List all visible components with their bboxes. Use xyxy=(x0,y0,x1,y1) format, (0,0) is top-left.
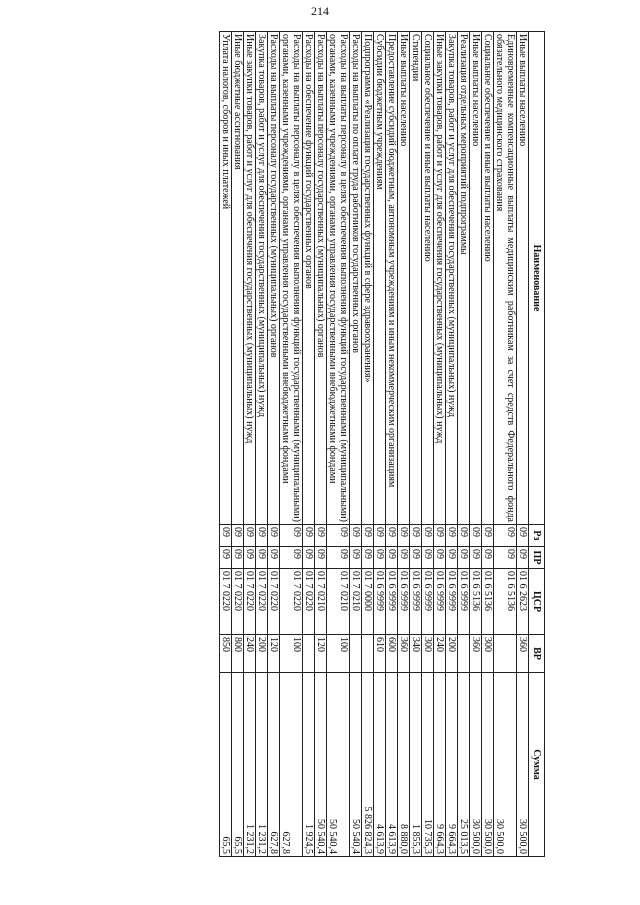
table-row xyxy=(280,32,303,857)
row-name-cell: Расходы на выплаты персоналу государственных (муниципальных) органов xyxy=(268,32,280,525)
row-csr-cell: 01 7 0220 xyxy=(303,569,315,635)
row-csr-cell: 01 7 0220 xyxy=(256,569,268,635)
row-csr-cell: 01 6 5136 xyxy=(494,569,517,635)
header-csr: ЦСР xyxy=(529,569,545,635)
row-vr-cell: 360 xyxy=(470,635,482,673)
row-name-cell: Субсидии бюджетным учреждениям xyxy=(374,32,386,525)
row-name-cell: Социальное обеспечение и иные выплаты населению xyxy=(482,32,494,525)
row-vr-cell: 100 xyxy=(327,635,350,673)
header-rz: Рз xyxy=(529,525,545,547)
row-name-cell: Расходы на выплаты персоналу государственных (муниципальных) органов xyxy=(315,32,327,525)
row-csr-cell: 01 6 9999 xyxy=(434,569,446,635)
row-rz-cell: 09 xyxy=(280,525,303,547)
row-rz-cell: 09 xyxy=(398,525,410,547)
row-sum-cell: 9 664,3 xyxy=(446,673,458,857)
row-vr-cell: 340 xyxy=(410,635,422,673)
header-name: Наименование xyxy=(529,32,545,525)
row-name-cell: Единовременные компенсационные выплаты медицинским работникам за счет средств Федерального фонда обязательного медицинского страхования xyxy=(494,32,517,525)
row-sum-cell: 1 855,3 xyxy=(410,673,422,857)
table-row xyxy=(268,32,280,857)
row-name-cell: Иные бюджетные ассигнования xyxy=(232,32,244,525)
row-sum-cell: 65,5 xyxy=(220,673,232,857)
row-csr-cell: 01 6 9999 xyxy=(422,569,434,635)
row-sum-cell: 1 231,2 xyxy=(256,673,268,857)
row-pr-cell: 09 xyxy=(482,547,494,569)
table-row xyxy=(232,32,244,857)
row-pr-cell: 09 xyxy=(398,547,410,569)
table-row xyxy=(256,32,268,857)
row-name-cell: Социальное обеспечение и иные выплаты населению xyxy=(422,32,434,525)
header-sum: Сумма xyxy=(529,673,545,857)
row-vr-cell: 200 xyxy=(256,635,268,673)
row-vr-cell: 800 xyxy=(232,635,244,673)
row-vr-cell: 240 xyxy=(244,635,256,673)
row-name-cell: Уплата налогов, сборов и иных платежей xyxy=(220,32,232,525)
row-pr-cell: 09 xyxy=(280,547,303,569)
row-sum-cell: 50 540,4 xyxy=(350,673,362,857)
row-vr-cell: 850 xyxy=(220,635,232,673)
row-pr-cell: 09 xyxy=(232,547,244,569)
row-name-cell: Закупка товаров, работ и услуг для обеспечения государственных (муниципальных) нужд xyxy=(256,32,268,525)
row-csr-cell: 01 6 9999 xyxy=(446,569,458,635)
row-csr-cell: 01 6 9999 xyxy=(458,569,470,635)
row-rz-cell: 09 xyxy=(386,525,398,547)
table-row xyxy=(517,32,529,857)
row-name-cell: Расходы на выплаты персоналу в целях обеспечения выполнения функций государственными (муниципальными) органами, казенными учреждениями, органами управления государственными внебюджетными фондами xyxy=(280,32,303,525)
row-csr-cell: 01 6 9999 xyxy=(398,569,410,635)
row-csr-cell: 01 6 2623 xyxy=(517,569,529,635)
row-vr-cell: 360 xyxy=(398,635,410,673)
table-row xyxy=(386,32,398,857)
table-row xyxy=(422,32,434,857)
row-rz-cell: 09 xyxy=(470,525,482,547)
row-sum-cell: 25 013,5 xyxy=(458,673,470,857)
table-row xyxy=(458,32,470,857)
row-vr-cell: 200 xyxy=(446,635,458,673)
row-vr-cell xyxy=(303,635,315,673)
row-vr-cell xyxy=(458,635,470,673)
row-pr-cell: 09 xyxy=(256,547,268,569)
row-name-cell: Расходы на выплаты по оплате труда работников государственных органов xyxy=(350,32,362,525)
row-pr-cell: 09 xyxy=(446,547,458,569)
row-sum-cell: 30 500,0 xyxy=(494,673,517,857)
row-rz-cell: 09 xyxy=(517,525,529,547)
row-rz-cell: 09 xyxy=(350,525,362,547)
table-row xyxy=(350,32,362,857)
row-sum-cell: 4 613,9 xyxy=(386,673,398,857)
row-csr-cell: 01 6 5136 xyxy=(470,569,482,635)
table-row xyxy=(327,32,350,857)
row-rz-cell: 09 xyxy=(422,525,434,547)
row-rz-cell: 09 xyxy=(410,525,422,547)
row-name-cell: Иные закупки товаров, работ и услуг для обеспечения государственных (муниципальных) нужд xyxy=(434,32,446,525)
row-rz-cell: 09 xyxy=(494,525,517,547)
row-name-cell: Расходы на обеспечение функций государственных органов xyxy=(303,32,315,525)
row-name-cell: Расходы на выплаты персоналу в целях обеспечения выполнения функций государственными (муниципальными) органами, казенными учреждениями, органами управления государственными внебюджетными фондами xyxy=(327,32,350,525)
row-csr-cell: 01 6 9999 xyxy=(410,569,422,635)
row-csr-cell: 01 7 0220 xyxy=(268,569,280,635)
row-vr-cell: 600 xyxy=(386,635,398,673)
table-row xyxy=(303,32,315,857)
row-name-cell: Иные закупки товаров, работ и услуг для обеспечения государственных (муниципальных) нужд xyxy=(244,32,256,525)
row-pr-cell: 09 xyxy=(303,547,315,569)
row-pr-cell: 09 xyxy=(434,547,446,569)
table-row xyxy=(244,32,256,857)
row-sum-cell: 50 540,4 xyxy=(315,673,327,857)
row-sum-cell: 1 231,2 xyxy=(244,673,256,857)
row-vr-cell: 300 xyxy=(422,635,434,673)
row-pr-cell: 09 xyxy=(268,547,280,569)
table-row xyxy=(374,32,386,857)
row-sum-cell: 30 500,0 xyxy=(482,673,494,857)
row-name-cell: Закупка товаров, работ и услуг для обеспечения государственных (муниципальных) нужд xyxy=(446,32,458,525)
row-pr-cell: 09 xyxy=(327,547,350,569)
row-rz-cell: 09 xyxy=(244,525,256,547)
row-name-cell: Иные выплаты населению xyxy=(517,32,529,525)
row-vr-cell: 240 xyxy=(434,635,446,673)
table-row xyxy=(470,32,482,857)
row-pr-cell: 09 xyxy=(315,547,327,569)
row-pr-cell: 09 xyxy=(422,547,434,569)
row-name-cell: Иные выплаты населению xyxy=(470,32,482,525)
row-csr-cell: 01 7 0220 xyxy=(232,569,244,635)
row-rz-cell: 09 xyxy=(434,525,446,547)
table-row xyxy=(398,32,410,857)
row-pr-cell: 09 xyxy=(220,547,232,569)
header-vr: ВР xyxy=(529,635,545,673)
table-row xyxy=(410,32,422,857)
row-sum-cell: 30 500,0 xyxy=(470,673,482,857)
row-rz-cell: 09 xyxy=(327,525,350,547)
row-vr-cell: 100 xyxy=(280,635,303,673)
row-vr-cell: 120 xyxy=(268,635,280,673)
table-row xyxy=(446,32,458,857)
row-pr-cell: 09 xyxy=(362,547,374,569)
row-name-cell: Предоставление субсидий бюджетным, автономным учреждениям и иным некоммерческим организациям xyxy=(386,32,398,525)
row-rz-cell: 09 xyxy=(362,525,374,547)
row-sum-cell: 5 826 824,3 xyxy=(362,673,374,857)
table-row xyxy=(494,32,517,857)
row-rz-cell: 09 xyxy=(315,525,327,547)
row-csr-cell: 01 6 5136 xyxy=(482,569,494,635)
row-sum-cell: 4 613,9 xyxy=(374,673,386,857)
row-sum-cell: 9 664,3 xyxy=(434,673,446,857)
row-pr-cell: 09 xyxy=(374,547,386,569)
row-sum-cell: 8 880,0 xyxy=(398,673,410,857)
row-rz-cell: 09 xyxy=(232,525,244,547)
row-rz-cell: 09 xyxy=(256,525,268,547)
table-row xyxy=(482,32,494,857)
row-csr-cell: 01 7 0210 xyxy=(315,569,327,635)
row-pr-cell: 09 xyxy=(470,547,482,569)
row-csr-cell: 01 7 0000 xyxy=(362,569,374,635)
row-pr-cell: 09 xyxy=(244,547,256,569)
row-sum-cell: 1 924,5 xyxy=(303,673,315,857)
row-rz-cell: 09 xyxy=(268,525,280,547)
row-name-cell: Подпрограмма «Реализация государственных функций в сфере здравоохранения» xyxy=(362,32,374,525)
row-vr-cell xyxy=(494,635,517,673)
row-csr-cell: 01 7 0210 xyxy=(350,569,362,635)
row-csr-cell: 01 6 9999 xyxy=(374,569,386,635)
page-number: 214 xyxy=(311,4,329,18)
rotated-table-container xyxy=(90,31,545,856)
row-sum-cell: 627,8 xyxy=(280,673,303,857)
row-rz-cell: 09 xyxy=(482,525,494,547)
row-vr-cell xyxy=(362,635,374,673)
row-vr-cell: 120 xyxy=(315,635,327,673)
budget-table xyxy=(219,31,545,857)
row-vr-cell xyxy=(350,635,362,673)
table-row xyxy=(220,32,232,857)
table-header-row xyxy=(529,32,545,857)
row-pr-cell: 09 xyxy=(494,547,517,569)
row-vr-cell: 360 xyxy=(517,635,529,673)
row-csr-cell: 01 7 0220 xyxy=(280,569,303,635)
row-rz-cell: 09 xyxy=(458,525,470,547)
row-sum-cell: 627,8 xyxy=(268,673,280,857)
table-row xyxy=(362,32,374,857)
table-row xyxy=(434,32,446,857)
row-sum-cell: 50 540,4 xyxy=(327,673,350,857)
row-name-cell: Иные выплаты населению xyxy=(398,32,410,525)
row-sum-cell: 10 735,3 xyxy=(422,673,434,857)
row-sum-cell: 65,5 xyxy=(232,673,244,857)
header-pr: ПР xyxy=(529,547,545,569)
row-pr-cell: 09 xyxy=(458,547,470,569)
row-csr-cell: 01 7 0220 xyxy=(220,569,232,635)
row-pr-cell: 09 xyxy=(350,547,362,569)
row-vr-cell: 300 xyxy=(482,635,494,673)
row-csr-cell: 01 7 0210 xyxy=(327,569,350,635)
row-pr-cell: 09 xyxy=(517,547,529,569)
row-name-cell: Реализация отдельных мероприятий подпрограммы xyxy=(458,32,470,525)
row-rz-cell: 09 xyxy=(220,525,232,547)
row-sum-cell: 30 500,0 xyxy=(517,673,529,857)
row-csr-cell: 01 7 0220 xyxy=(244,569,256,635)
row-csr-cell: 01 6 9999 xyxy=(386,569,398,635)
row-rz-cell: 09 xyxy=(303,525,315,547)
row-rz-cell: 09 xyxy=(446,525,458,547)
row-name-cell: Стипендии xyxy=(410,32,422,525)
row-vr-cell: 610 xyxy=(374,635,386,673)
row-pr-cell: 09 xyxy=(410,547,422,569)
row-rz-cell: 09 xyxy=(374,525,386,547)
table-row xyxy=(315,32,327,857)
row-pr-cell: 09 xyxy=(386,547,398,569)
